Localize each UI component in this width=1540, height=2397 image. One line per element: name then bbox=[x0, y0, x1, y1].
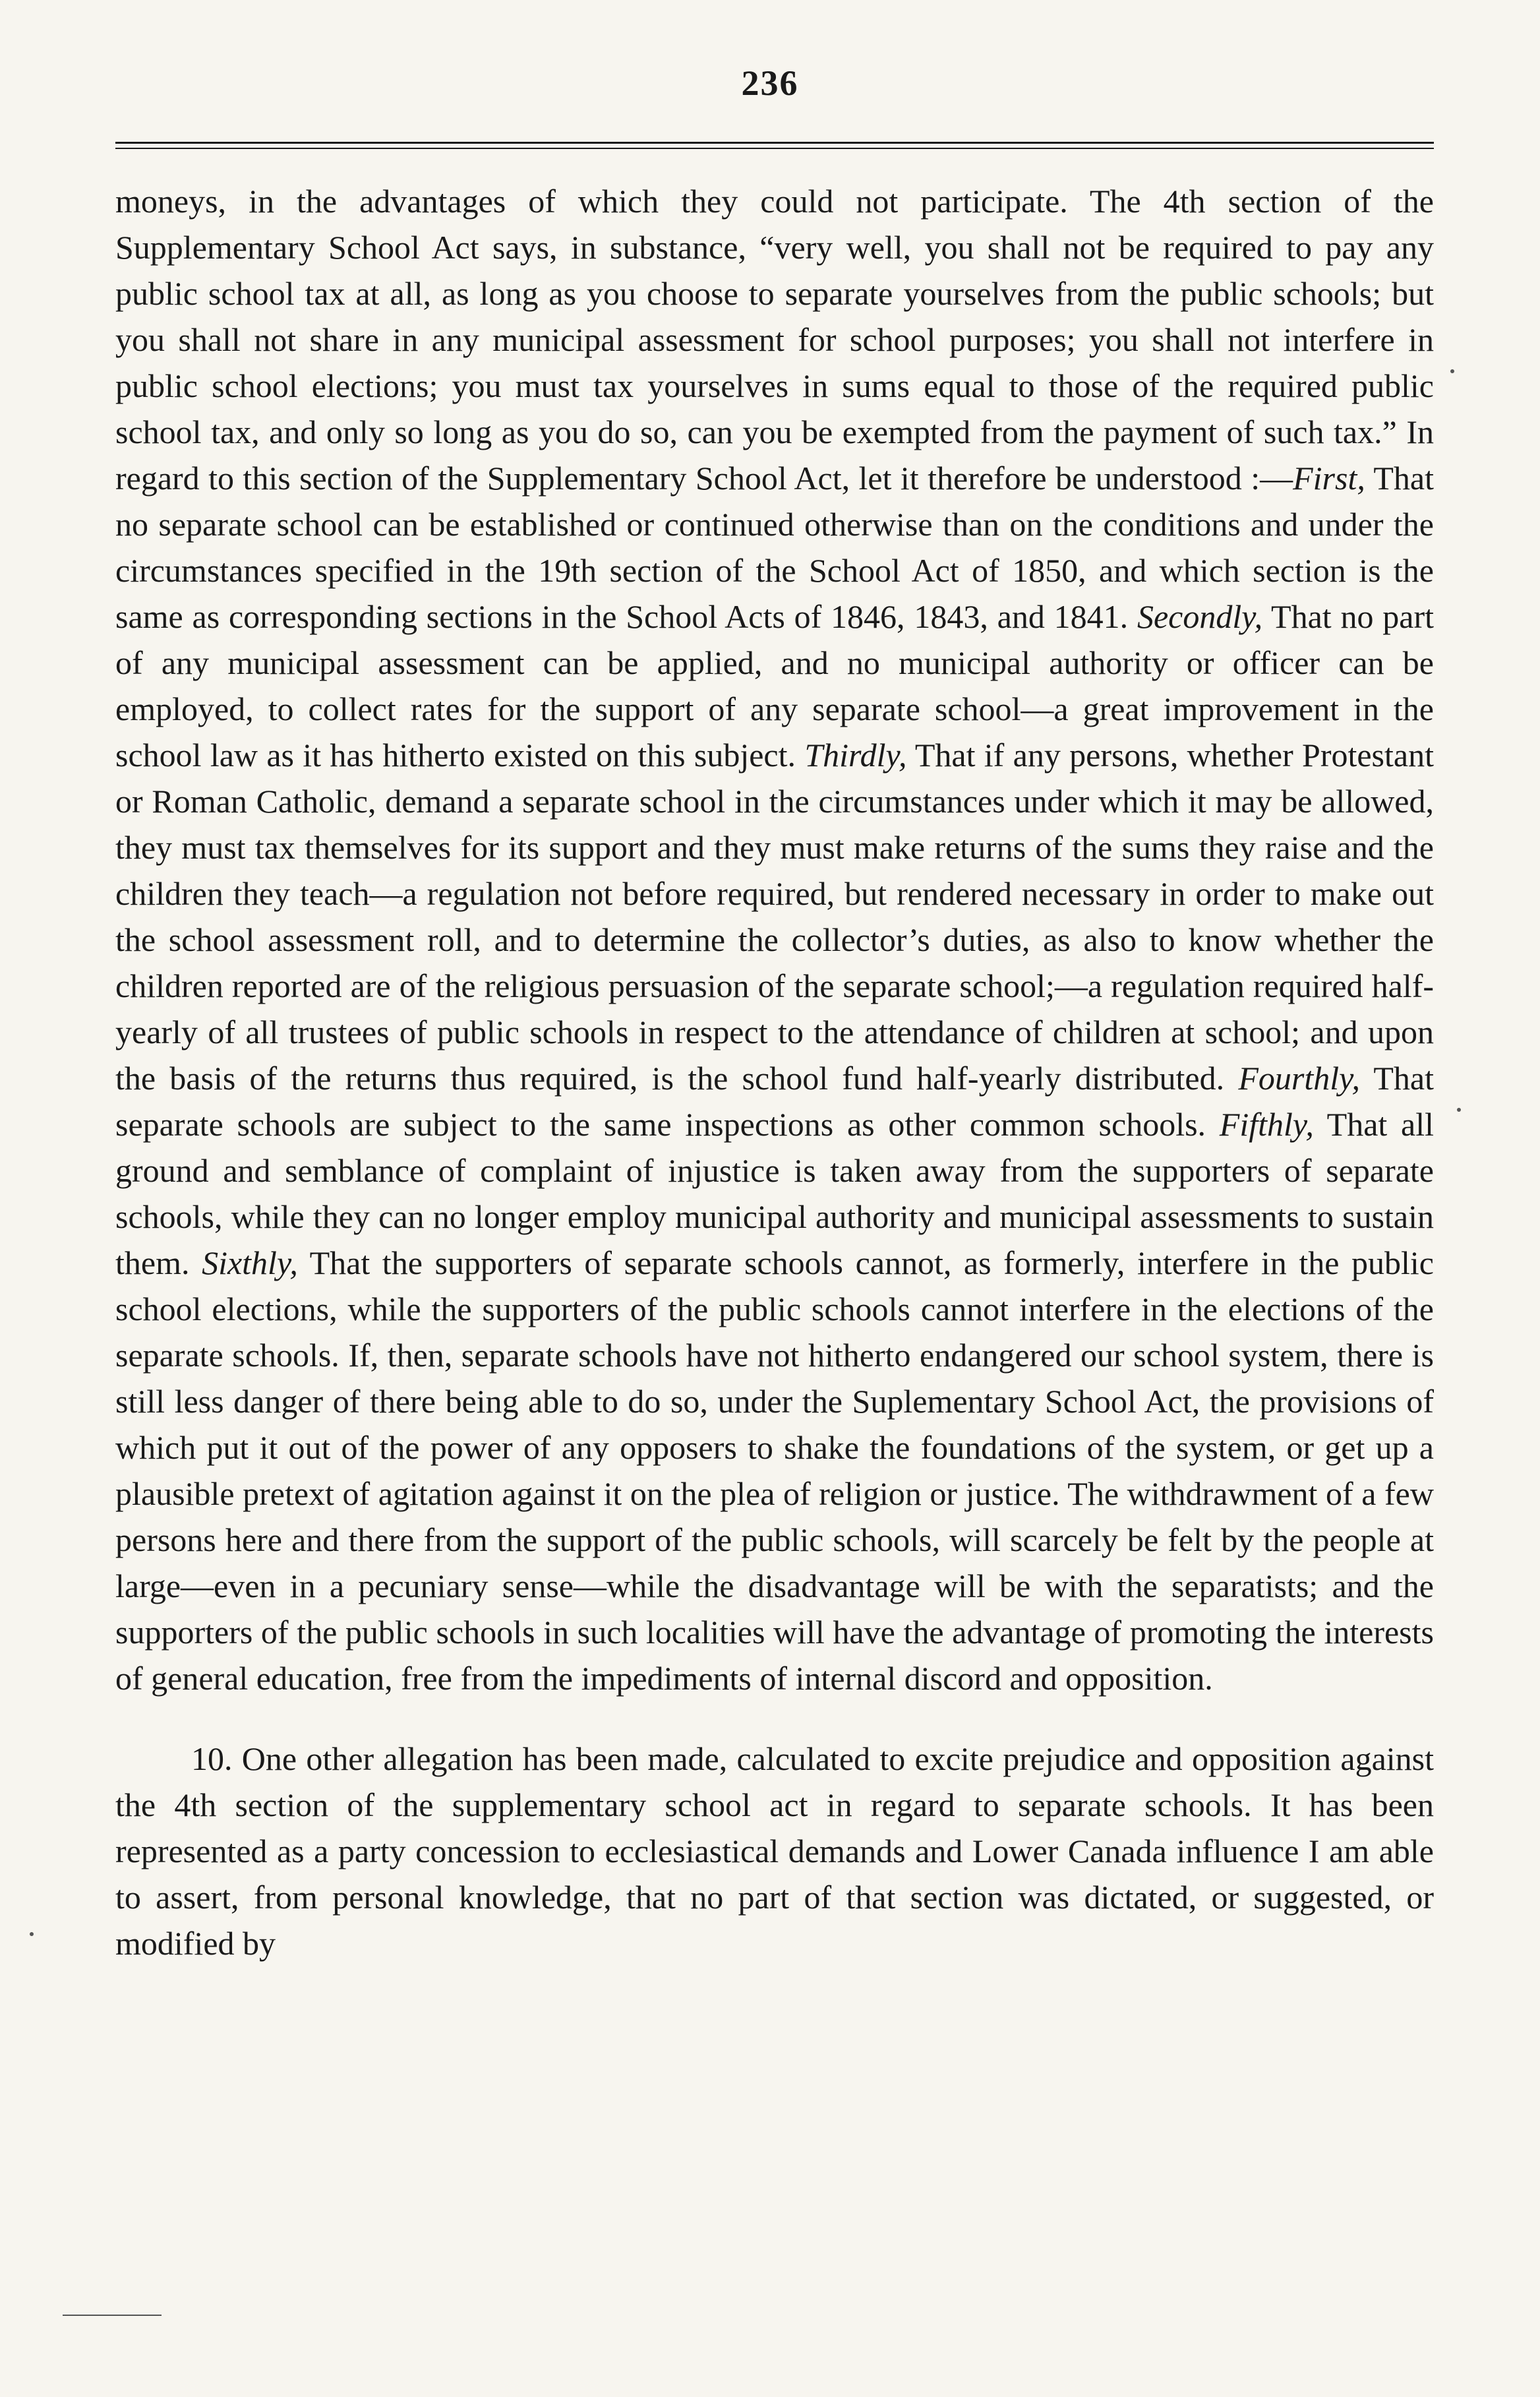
header-rule-thin bbox=[115, 148, 1434, 149]
body-text bbox=[115, 178, 1434, 1966]
enumeration-fifthly: Fifthly, bbox=[1219, 1106, 1314, 1143]
footer-mark bbox=[63, 2315, 162, 2316]
enumeration-sixthly: Sixthly, bbox=[202, 1244, 298, 1281]
enumeration-fourthly: Fourthly, bbox=[1238, 1060, 1361, 1097]
text-run: That no separate school can be established or continued otherwise than on the conditions and under the circumstances specified in the 19th section of the School Act of 1850, and which section is the same as corresponding sections in the School Acts of 1846, 1843, and 1841. bbox=[115, 460, 1434, 635]
text-run: That no part of any municipal assessment can be applied, and no municipal authority or officer can be employed, to collect rates for the support of any separate school—a great improvement in the school law as it has hitherto existed on this subject. bbox=[115, 598, 1434, 774]
text-run: That separate schools are subject to the same inspections as other common schools. bbox=[115, 1060, 1434, 1143]
scan-speck bbox=[1457, 1108, 1461, 1112]
enumeration-first: First, bbox=[1293, 460, 1365, 497]
scan-speck bbox=[1450, 369, 1454, 373]
enumeration-thirdly: Thirdly, bbox=[804, 737, 907, 774]
text-run: That if any persons, whether Protestant or Roman Catholic, demand a separate school in the circumstances under which it may be allowed, they must tax themselves for its support and they must make returns of the sums they raise and the children they teach—a regulation not before required, but rendered necessary in order to make out the school assessment roll, and to determine the collector’s duties, as also to know whether the children reported are of the religious persuasion of the separate school;—a regulation required half-yearly of all trustees of public schools in respect to the attendance of children at school; and upon the basis of the returns thus required, is the school fund half-yearly distributed. bbox=[115, 737, 1434, 1097]
text-run: moneys, in the advantages of which they could not participate. The 4th section of the Supplementary School Act says, in substance, “very well, you shall not be required to pay any public school tax at all, as long as you choose to separate yourselves from the public schools; but you shall not share in any municipal assessment for school purposes; you shall not interfere in public school elections; you must tax yourselves in sums equal to those of the required public school tax, and only so long as you do so, can you be exempted from the payment of such tax.” In regard to this section of the Supplementary School Act, let it therefore be understood :— bbox=[115, 183, 1434, 497]
page-number: 236 bbox=[741, 63, 799, 103]
enumeration-secondly: Secondly, bbox=[1137, 598, 1263, 635]
paragraph-2: 10. One other allegation has been made, calculated to excite prejudice and opposition against the 4th section of the supplementary school act in regard to separate schools. It has been represented as a party concession to ecclesiastical demands and Lower Canada influence I am able to assert, from personal knowledge, that no part of that section was dictated, or suggested, or modified by bbox=[115, 1740, 1434, 1962]
text-run: That all ground and semblance of complaint of injustice is taken away from the supporters of separate schools, while they can no longer employ municipal authority and municipal assessments to sustain them. bbox=[115, 1106, 1434, 1281]
header-rule bbox=[115, 142, 1434, 144]
paragraph-1 bbox=[115, 178, 1434, 1701]
text-run: That the supporters of separate schools cannot, as formerly, interfere in the public school elections, while the supporters of the public schools cannot interfere in the elections of the separate schools. If, then, separate schools have not hitherto endangered our school system, there is still less danger of there being able to do so, under the Suplementary School Act, the provisions of which put it out of the power of any opposers to shake the foundations of the system, or get up a plausible pretext of agitation against it on the plea of religion or justice. The withdrawment of a few persons here and there from the support of the public schools, will scarcely be felt by the people at large—even in a pecuniary sense—while the disadvantage will be with the separatists; and the supporters of the public schools in such localities will have the advantage of promoting the interests of general education, free from the impediments of internal discord and opposition. bbox=[115, 1244, 1434, 1697]
scan-speck bbox=[30, 1932, 34, 1936]
